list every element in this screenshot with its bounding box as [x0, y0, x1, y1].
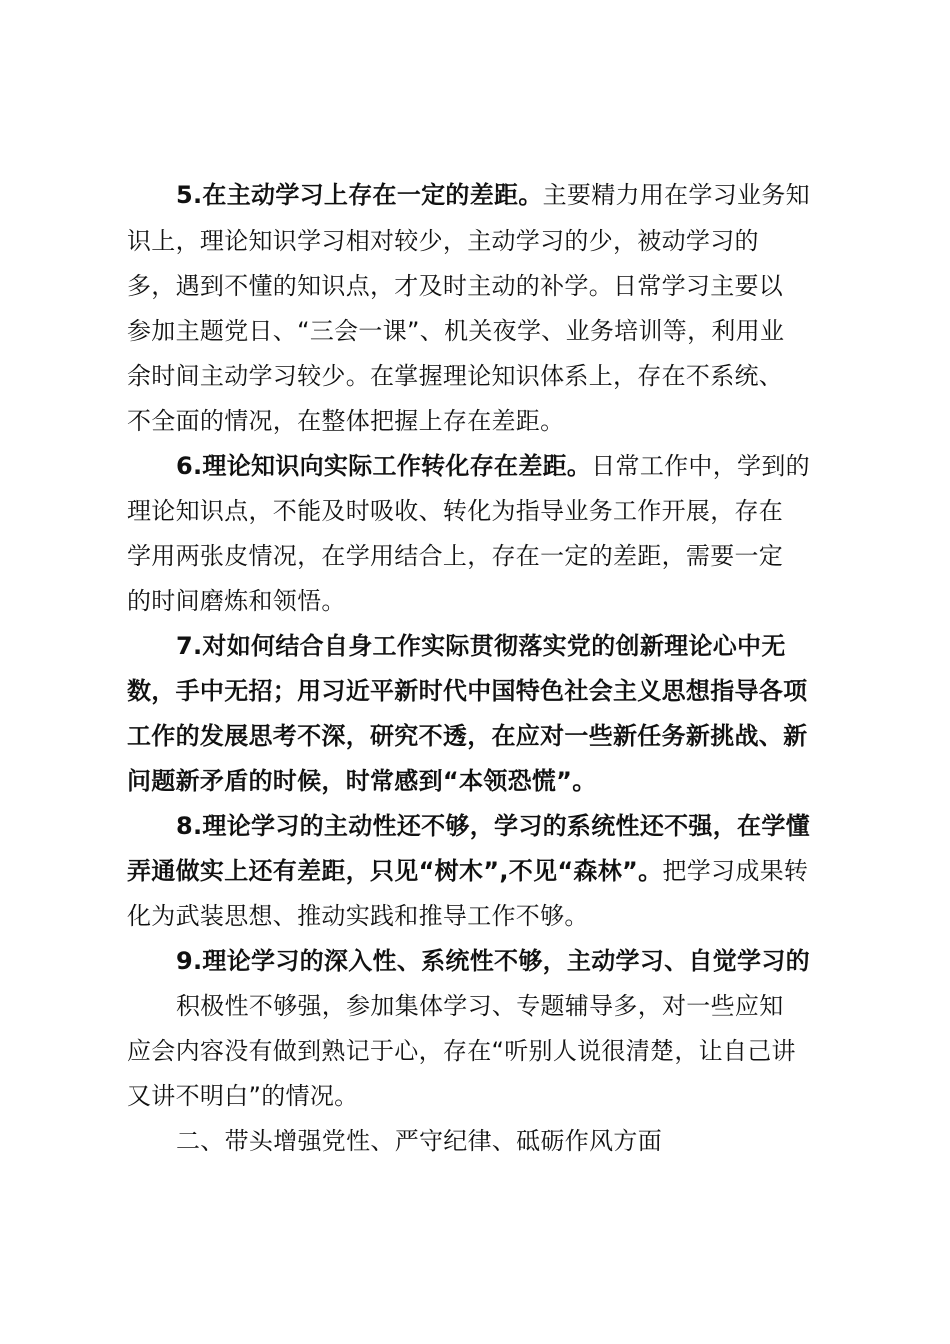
paragraph-7-line-2: 数，手中无招；用习近平新时代中国特色社会主义思想指导各项	[127, 677, 808, 705]
paragraph-5-line-2: 识上，理论知识学习相对较少，主动学习的少，被动学习的	[127, 227, 759, 255]
paragraph-8-text: 把学习成果转	[662, 857, 809, 885]
paragraph-6-line-1	[176, 451, 896, 481]
paragraph-8-bold-text: 弄通做实上还有差距，只见“树木”,不见“森林”。	[127, 857, 663, 885]
paragraph-6-line-4: 的时间磨炼和领悟。	[127, 587, 346, 615]
paragraph-7-line-1: 7.对如何结合自身工作实际贯彻落实党的创新理论心中无	[176, 632, 786, 660]
paragraph-5-line-1	[176, 180, 896, 210]
paragraph-5-line-3: 多，遇到不懂的知识点，才及时主动的补学。日常学习主要以	[127, 272, 784, 300]
paragraph-8-line-3: 化为武装思想、推动实践和推导工作不够。	[127, 902, 589, 930]
paragraph-6-line-2: 理论知识点，不能及时吸收、转化为指导业务工作开展，存在	[127, 497, 784, 525]
paragraph-8-line-2	[127, 856, 847, 886]
paragraph-8-line-1: 8.理论学习的主动性还不够，学习的系统性还不强，在学懂	[176, 812, 810, 840]
paragraph-5-line-6: 不全面的情况，在整体把握上存在差距。	[127, 407, 565, 435]
section-heading: 二、带头增强党性、严守纪律、砥砺作风方面	[176, 1127, 662, 1155]
paragraph-6-heading: 6.理论知识向实际工作转化存在差距。	[176, 452, 592, 480]
paragraph-9-line-2: 积极性不够强，参加集体学习、专题辅导多，对一些应知	[176, 992, 784, 1020]
paragraph-5-heading: 5.在主动学习上存在一定的差距。	[176, 181, 543, 209]
paragraph-9-line-1: 9.理论学习的深入性、系统性不够，主动学习、自觉学习的	[176, 947, 810, 975]
paragraph-7-line-4: 问题新矛盾的时候，时常感到“本领恐慌”。	[127, 767, 597, 795]
paragraph-9-line-3: 应会内容没有做到熟记于心，存在“听别人说很清楚，让自己讲	[127, 1037, 796, 1065]
paragraph-9-line-4: 又讲不明白”的情况。	[127, 1082, 359, 1110]
paragraph-5-text: 主要精力用在学习业务知	[542, 181, 810, 209]
paragraph-7-line-3: 工作的发展思考不深，研究不透，在应对一些新任务新挑战、新	[127, 722, 808, 750]
paragraph-6-text: 日常工作中，学到的	[591, 452, 810, 480]
paragraph-6-line-3: 学用两张皮情况，在学用结合上，存在一定的差距，需要一定	[127, 542, 784, 570]
paragraph-5-line-4: 参加主题党日、“三会一课”、机关夜学、业务培训等，利用业	[127, 317, 785, 345]
paragraph-5-line-5: 余时间主动学习较少。在掌握理论知识体系上，存在不系统、	[127, 362, 784, 390]
